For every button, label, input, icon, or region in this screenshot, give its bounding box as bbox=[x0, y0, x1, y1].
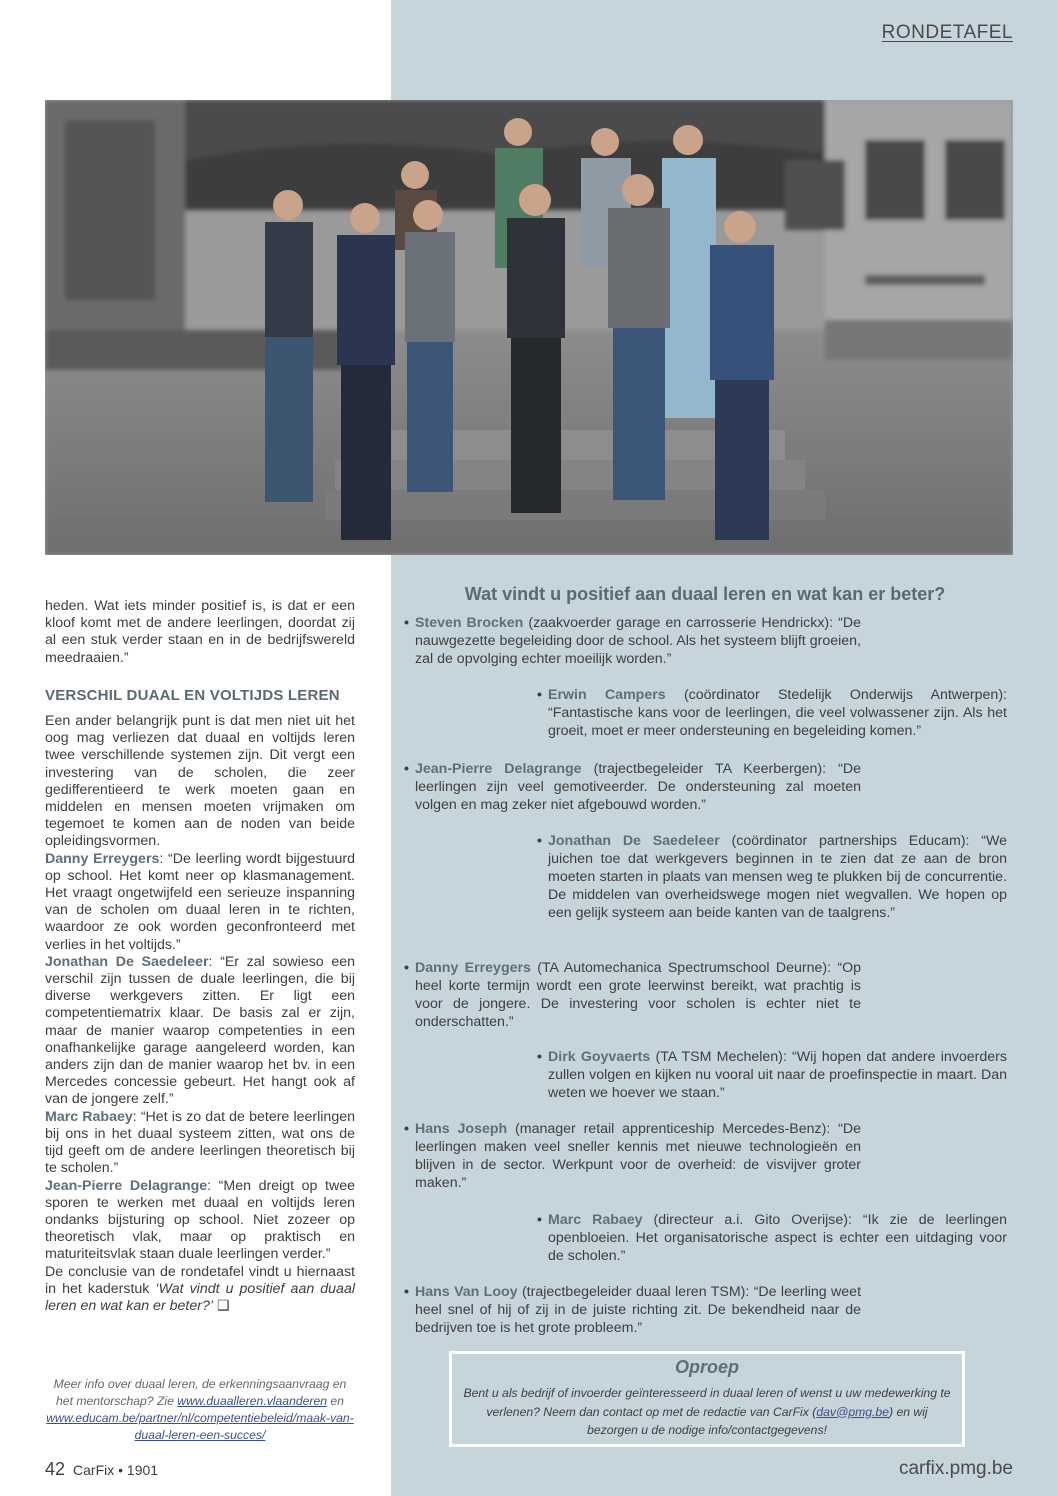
quote-jean-pierre-delagrange: • Jean-Pierre Delagrange (trajectbegeleider TA Keerbergen): “De leerlingen zijn veel gemotiveerder. De ondersteuning zal moeten volgen en mag zeker niet afgebouwd worden.” bbox=[404, 761, 861, 813]
speaker-name: Jonathan De Saedeleer bbox=[45, 953, 209, 970]
quote-dirk-goyvaerts: • Dirk Goyvaerts (TA TSM Mechelen): “Wij hopen dat andere invoerders zullen volgen en kijken nu vooral uit naar de proefinspectie in maart. Dan weten we hoever we staan.” bbox=[537, 1049, 1007, 1101]
group-photo-illustration bbox=[45, 100, 1013, 555]
quote-steven-brocken: • Steven Brocken (zaakvoerder garage en carrosserie Hendrickx): “De nauwgezette begeleiding door de school. Als het systeem blijft groeien, zal de opvolging echter moeilijk worden.” bbox=[404, 615, 861, 667]
section-heading: VERSCHIL DUAAL EN VOLTIJDS LEREN bbox=[45, 686, 340, 704]
bullet-icon: • bbox=[404, 960, 409, 976]
speaker-name: Danny Erreygers bbox=[45, 850, 160, 867]
bullet-icon: • bbox=[404, 615, 409, 631]
footer-left bbox=[45, 1459, 158, 1480]
bullet-icon: • bbox=[537, 1049, 542, 1065]
bullet-icon: • bbox=[404, 761, 409, 777]
bullet-icon: • bbox=[537, 833, 542, 849]
statement-marc: Marc Rabaey: “Het is zo dat de betere leerlingen bij ons in het duaal systeem zitten, wat ons de tijd geeft om de andere leerlingen theoretisch bij te scholen.” bbox=[45, 1108, 355, 1177]
oproep-box bbox=[449, 1351, 965, 1447]
bullet-icon: • bbox=[537, 687, 542, 703]
oproep-title: Oproep bbox=[674, 1357, 739, 1377]
bullet-icon: • bbox=[404, 1284, 409, 1300]
speaker-name: Jean-Pierre Delagrange bbox=[45, 1177, 208, 1194]
quote-marc-rabaey: • Marc Rabaey (directeur a.i. Gito Overijse): “Ik zie de leerlingen openbloeien. Het organisatorische aspect is echter een uitdaging voor de scholen.” bbox=[537, 1212, 1007, 1264]
speaker-name: Marc Rabaey bbox=[45, 1108, 133, 1125]
statement-jean-pierre: Jean-Pierre Delagrange: “Men dreigt op twee sporen te werken met duaal en voltijds leren ondanks bijsturing op school. Niet zozeer op theoretisch vlak, maar op praktisch en maturiteitsvlak staan duale leerlingen verder.” bbox=[45, 1177, 355, 1263]
quote-hans-joseph: • Hans Joseph (manager retail apprenticeship Mercedes-Benz): “De leerlingen maken veel sneller kennis met nieuwe technologieën en blijven in de sector. Werkpunt voor de overheid: de visvijver groter maken.” bbox=[404, 1121, 861, 1191]
link-duaalleren[interactable]: www.duaalleren.vlaanderen bbox=[177, 1394, 328, 1408]
quote-danny-erreygers: • Danny Erreygers (TA Automechanica Spectrumschool Deurne): “Op heel korte termijn wordt een grote leerwinst bereikt, wat prachtig is voor de jongere. De investering voor scholen is echter niet te onderschatten.” bbox=[404, 960, 862, 1030]
conclusion-paragraph: De conclusie van de rondetafel vindt u hiernaast in het kaderstuk ‘Wat vindt u positief aan duaal leren en wat kan er beter?’ ❑ bbox=[45, 1263, 355, 1314]
email-link[interactable]: dav@pmg.be bbox=[816, 1404, 889, 1419]
box-title: Wat vindt u positief aan duaal leren en wat kan er beter? bbox=[464, 584, 946, 604]
statement-jonathan: Jonathan De Saedeleer: “Er zal sowieso een verschil zijn tussen de duale leerlingen, die bij diverse werkgevers zitten. Er ligt een competentiematrix klaar. De basis zal er zijn, maar de manier waarop competenties in een onafhankelijke garage aangeleerd worden, kan anders zijn dan de manier waarop het bv. in een Mercedes concessie gebeurt. Het hangt ook af van de jongere zelf.” bbox=[45, 953, 356, 1108]
quote-erwin-campers: • Erwin Campers (coördinator Stedelijk Onderwijs Antwerpen): “Fantastische kans voor de leerlingen, die veel volwassener zijn. Als het groeit, moet er meer ondersteuning en begeleiding komen.” bbox=[537, 687, 1007, 739]
link-educam[interactable]: www.educam.be/partner/nl/competentiebeleid/maak-van-duaal-leren-een-succes/ bbox=[46, 1411, 354, 1442]
statement-danny: Danny Erreygers: “De leerling wordt bijgestuurd op school. Het komt neer op klasmanagement. Het vraagt ongetwijfeld een serieuze inspanning van de scholen om duaal leren in te richten, waardoor ze ook worden geconfronteerd met verlies in het voltijds.” bbox=[45, 850, 355, 953]
quote-hans-van-looy: • Hans Van Looy (trajectbegeleider duaal leren TSM): “De leerling weet heel snel of hij of zij in de juiste richting zit. De bekendheid naar de bedrijven toe is het grote probleem.” bbox=[404, 1284, 862, 1336]
intro-paragraph: heden. Wat iets minder positief is, is dat er een kloof komt met de andere leerlingen, doordat zij al een stuk verder staan en in de bedrijfswereld meedraaien.” bbox=[45, 598, 355, 666]
group-photo bbox=[45, 100, 1013, 555]
oproep-text: Bent u als bedrijf of invoerder geïnteresseerd in duaal leren of wenst u uw medewerking te verlenen? Neem dan contact op met de redactie van CarFix (dav@pmg.be) en wij bezorgen u de nodige info/contactgegevens! bbox=[463, 1386, 951, 1437]
left-column-article bbox=[45, 598, 355, 1315]
quote-jonathan-de-saedeleer: • Jonathan De Saedeleer (coördinator partnerships Educam): “We juichen toe dat werkgevers beginnen in te zien dat ze aan de bron moeten starten in plaats van mensen weg te plukken bij de concurrentie. De middelen van overheidswege mogen niet wegvallen. We hopen op een gelijk systeem aan beide kanten van de taalgrens.” bbox=[537, 833, 1007, 921]
more-info-note: Meer info over duaal leren, de erkenningsaanvraag en het mentorschap? Zie www.duaalleren.vlaanderen en www.educam.be/partner/nl/competentiebeleid/maak-van-duaal-leren-een-succes/ bbox=[46, 1377, 354, 1442]
section-label: RONDETAFEL bbox=[881, 22, 1013, 43]
footer-url[interactable]: carfix.pmg.be bbox=[898, 1458, 1013, 1479]
paragraph-1: Een ander belangrijk punt is dat men niet uit het oog mag verliezen dat duaal en voltijds leren twee verschillende systemen zijn. Dit vergt een investering van de scholen, die zeer gedifferentieerd te werk moeten gaan en middelen en mensen moeten vrijmaken om tegemoet te komen aan de noden van beide opleidingsvormen. bbox=[45, 713, 355, 850]
bullet-icon: • bbox=[404, 1121, 409, 1137]
bullet-icon: • bbox=[537, 1212, 542, 1228]
page-number: 42 bbox=[45, 1459, 66, 1479]
magazine-issue: CarFix • 1901 bbox=[73, 1462, 159, 1478]
